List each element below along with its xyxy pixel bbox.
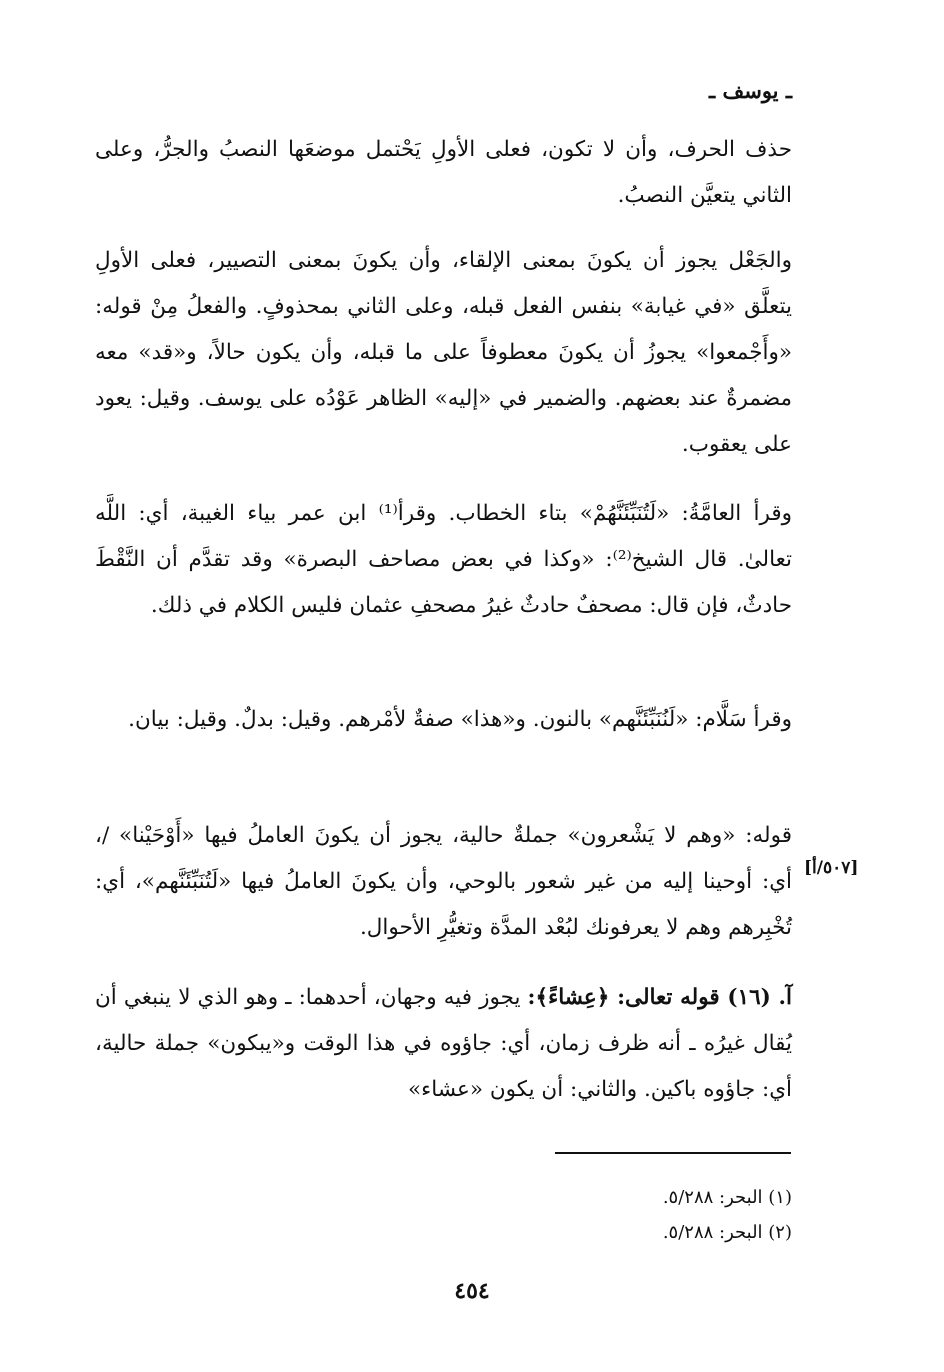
- footnote-divider: [555, 1152, 791, 1154]
- paragraph-text: وقرأ العامَّةُ: «لَتُنَبِّئَنَّهُمْ» بتاء الخطاب. وقرأ⁽¹⁾ ابن عمر بياء الغيبة، أي: اللَّه تعالىٰ. قال الشيخ⁽²⁾: «وكذا في بعض مصاحف البصرة» وقد تقدَّم أن النَّقْطَ حادثٌ، فإن قال: مصحفٌ حادثٌ غيرُ مصحفِ عثمان فليس الكلام في ذلك.: [95, 501, 793, 618]
- paragraph-6: [95, 975, 792, 1113]
- paragraph-text: [95, 975, 792, 1113]
- paragraph-text: والجَعْل يجوز أن يكونَ بمعنى الإلقاء، وأن يكونَ بمعنى التصيير، فعلى الأولِ يتعلَّق «في غيابة» بنفس الفعل قبله، وعلى الثاني بمحذوفٍ. والفعلُ مِنْ قوله: «وأَجْمعوا» يجوزُ أن يكونَ معطوفاً على ما قبله، وأن يكون حالاً، و«قد» معه مضمرةٌ عند بعضهم. والضمير في «إليه» الظاهر عَوْدُه على يوسف. وقيل: يعود على يعقوب.: [95, 248, 792, 457]
- paragraph-3: [95, 491, 792, 629]
- paragraph-text: قوله: «وهم لا يَشْعرون» جملةٌ حالية، يجوز أن يكونَ العاملُ فيها «أَوْحَيْنا» /، أي: أوحينا إليه من غير شعور بالوحي، وأن يكونَ العاملُ فيها «لَتُنَبِّئَنَّهم»، أي: تُخْبِرهم وهم لا يعرفونك لبُعْد المدَّة وتغيُّرِ الأحوال.: [95, 823, 792, 940]
- paragraph-4: [95, 697, 792, 743]
- verse-heading: آ. (١٦) قوله تعالى: ﴿عِشاءً﴾:: [527, 985, 792, 1010]
- page-number: ٤٥٤: [454, 1278, 490, 1304]
- paragraph-5: [95, 813, 792, 951]
- paragraph-text: وقرأ سَلَّام: «لَنُنَبِّئَنَّهم» بالنون. و«هذا» صفةٌ لأمْرهم. وقيل: بدلٌ. وقيل: بيان.: [128, 707, 792, 732]
- verse-commentary: يجوز فيه وجهان، أحدهما: ـ وهو الذي لا ينبغي أن يُقال غيرُه ـ أنه ظرف زمان، أي: جاؤوه في هذا الوقت و«يبكون» جملة حالية، أي: جاؤوه باكين. والثاني: أن يكون «عشاء»: [95, 985, 792, 1102]
- running-header: ـ يوسف ـ: [709, 78, 792, 103]
- paragraph-1: [95, 127, 792, 219]
- manuscript-folio-marker: [٥٠٧/أ]: [804, 858, 859, 878]
- footnote-2: (٢) البحر: ٥/٢٨٨.: [662, 1222, 792, 1243]
- paragraph-2: [95, 238, 792, 468]
- paragraph-text: حذف الحرف، وأن لا تكون، فعلى الأولِ يَحْتمل موضعَها النصبُ والجرُّ، وعلى الثاني يتعيَّن النصبُ.: [95, 137, 792, 208]
- footnote-1: (١) البحر: ٥/٢٨٨.: [662, 1187, 792, 1208]
- footnotes: [663, 1180, 792, 1250]
